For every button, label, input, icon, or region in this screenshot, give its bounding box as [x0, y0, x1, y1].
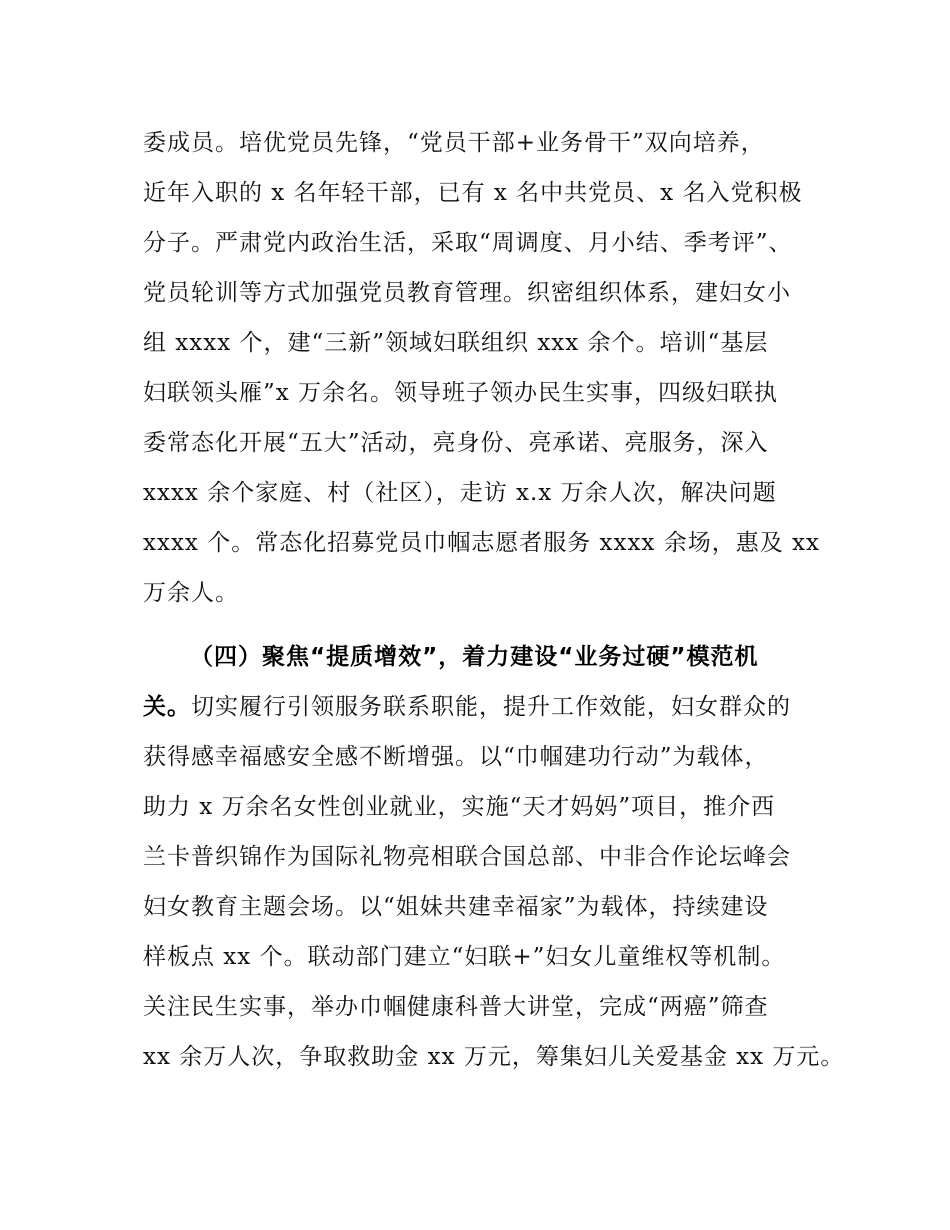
- paragraph-1-line-1: 委成员。培优党员先锋，“党员干部+业务骨干”双向培养，: [143, 130, 765, 156]
- paragraph-1-line-10: 万余人。: [143, 580, 239, 606]
- paragraph-2-line-1-text: 切实履行引领服务联系职能，提升工作效能，妇女群众的: [191, 694, 791, 720]
- paragraph-1-line-7: 委常态化开展“五大”活动，亮身份、亮承诺、亮服务，深入: [143, 430, 769, 456]
- paragraph-2-line-7: 关注民生实事，举办巾帼健康科普大讲堂，完成“两癌”筛查: [143, 994, 769, 1020]
- paragraph-2-line-1: [143, 692, 843, 722]
- paragraph-1-line-8: xxxx 余个家庭、村（社区），走访 x.x 万余人次，解决问题: [143, 480, 777, 506]
- paragraph-1-line-5: 组 xxxx 个，建“三新”领域妇联组织 xxx 余个。培训“基层: [143, 330, 769, 356]
- paragraph-2-line-4: 兰卡普织锦作为国际礼物亮相联合国总部、中非合作论坛峰会: [143, 844, 791, 870]
- paragraph-1-line-2: 近年入职的 x 名年轻干部，已有 x 名中共党员、x 名入党积极: [143, 180, 803, 206]
- paragraph-2-line-6: 样板点 xx 个。联动部门建立“妇联+”妇女儿童维权等机制。: [143, 944, 786, 970]
- paragraph-2-line-5: 妇女教育主题会场。以“姐妹共建幸福家”为载体，持续建设: [143, 894, 769, 920]
- paragraph-2-line-2: 获得感幸福感安全感不断增强。以“巾帼建功行动”为载体，: [143, 744, 769, 770]
- paragraph-1-line-4: 党员轮训等方式加强党员教育管理。织密组织体系，建妇女小: [143, 280, 791, 306]
- section-heading-four: （四）聚焦“提质增效”，着力建设“业务过硬”模范机: [190, 644, 759, 670]
- paragraph-1-line-3: 分子。严肃党内政治生活，采取“周调度、月小结、季考评”、: [143, 230, 793, 256]
- section-heading-end: 关。: [143, 694, 191, 720]
- paragraph-2-line-8: xx 余万人次，争取救助金 xx 万元，筹集妇儿关爱基金 xx 万元。: [143, 1044, 845, 1070]
- paragraph-1-line-9: xxxx 个。常态化招募党员巾帼志愿者服务 xxxx 余场，惠及 xx: [143, 530, 820, 556]
- paragraph-1-line-6: 妇联领头雁”x 万余名。领导班子领办民生实事，四级妇联执: [143, 380, 779, 406]
- paragraph-2-line-3: 助力 x 万余名女性创业就业，实施“天才妈妈”项目，推介西: [143, 794, 776, 820]
